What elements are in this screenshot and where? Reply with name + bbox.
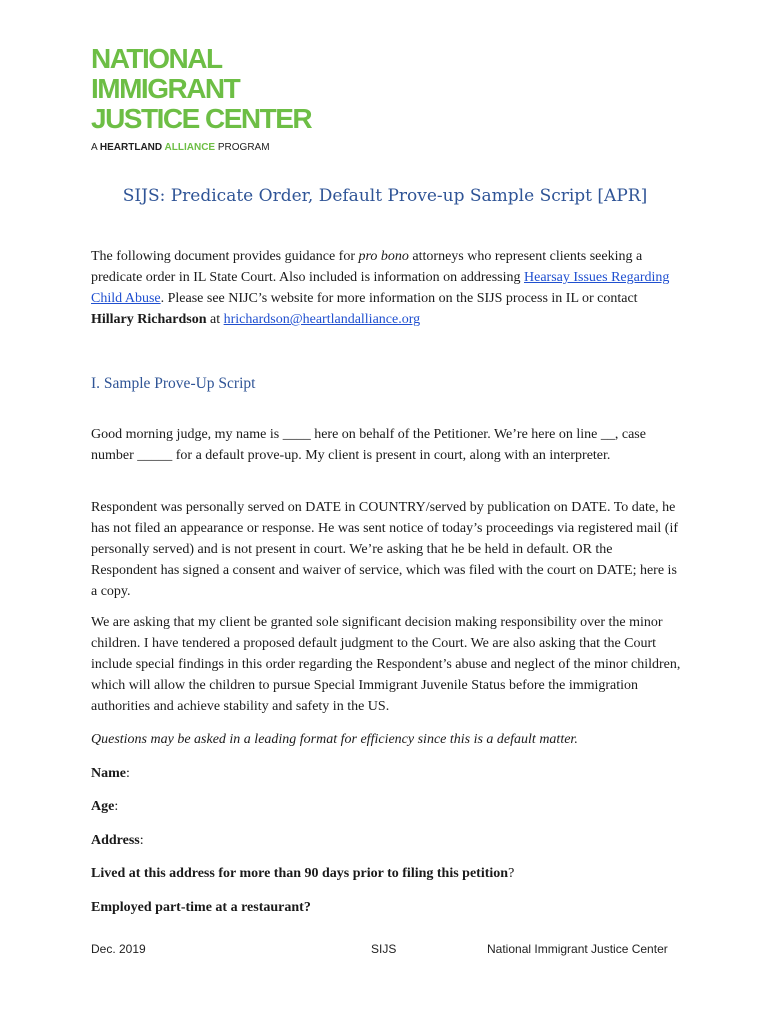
nijc-logo xyxy=(91,44,311,153)
field-employment: Employed part-time at a restaurant? xyxy=(91,900,311,915)
field-residence-duration: Lived at this address for more than 90 days prior to filing this petition? xyxy=(91,866,515,881)
footer-org: National Immigrant Justice Center xyxy=(487,942,668,956)
logo-tagline: A HEARTLAND ALLIANCE PROGRAM xyxy=(91,142,270,153)
field-name: Name: xyxy=(91,766,130,781)
email-link[interactable]: hrichardson@heartlandalliance.org xyxy=(223,312,421,327)
logo-line-1: NATIONAL xyxy=(91,43,222,74)
document-title: SIJS: Predicate Order, Default Prove-up Sample Script [APR] xyxy=(122,186,648,206)
logo-line-2: IMMIGRANT xyxy=(91,73,240,104)
script-paragraph-2: Respondent was personally served on DATE in COUNTRY/served by publication on DATE. To date, he has not filed an appearance or response. He was sent notice of today’s proceedings via registered mail (if personally served) and is not present in court. We’re asking that he be held in default. OR the Respondent has signed a consent and waiver of service, which was filed with the court on DATE; here is a copy. xyxy=(91,500,679,599)
intro-paragraph: The following document provides guidance for pro bono attorneys who represent clients seeking a predicate order in IL State Court. Also included is information on addressing Hearsay Issues Regarding Child Abuse. Please see NIJC’s website for more information on the SIJS process in IL or contact Hillary Richardson at hrichardson@heartlandalliance.org xyxy=(91,249,670,327)
script-paragraph-3: We are asking that my client be granted sole significant decision making responsibility over the minor children. I have tendered a proposed default judgment to the Court. We are also asking that the Court include special findings in this order regarding the Respondent’s abuse and neglect of the minor children, which will allow the children to pursue Special Immigrant Juvenile Status before the immigration authorities and achieve stability and safety in the US. xyxy=(91,615,681,714)
contact-name: Hillary Richardson xyxy=(91,312,207,327)
section-heading-prove-up: I. Sample Prove-Up Script xyxy=(91,375,256,392)
hearsay-issues-link[interactable]: Hearsay Issues Regarding Child Abuse xyxy=(91,270,670,306)
logo-line-3: JUSTICE CENTER xyxy=(91,103,312,134)
footer-date: Dec. 2019 xyxy=(91,942,146,956)
footer-center: SIJS xyxy=(371,942,397,956)
field-address: Address: xyxy=(91,833,144,848)
leading-questions-note: Questions may be asked in a leading format for efficiency since this is a default matter. xyxy=(91,732,578,747)
script-paragraph-1: Good morning judge, my name is ____ here on behalf of the Petitioner. We’re here on line __, case number _____ for a default prove-up. My client is present in court, along with an interpreter. xyxy=(91,427,646,463)
field-age: Age: xyxy=(91,799,119,814)
